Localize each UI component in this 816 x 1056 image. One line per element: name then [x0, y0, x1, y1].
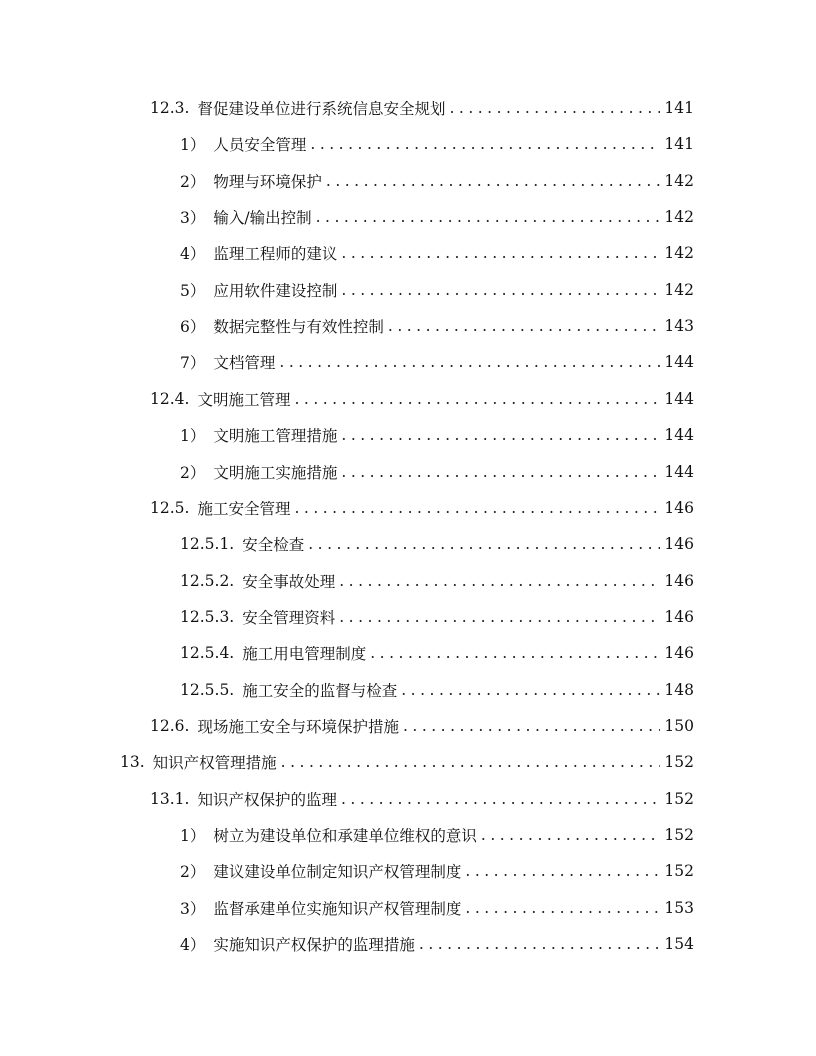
dot-leader	[341, 244, 660, 262]
toc-entry-title: 数据完整性与有效性控制	[213, 318, 384, 337]
toc-entry-title: 实施知识产权保护的监理措施	[213, 936, 415, 955]
toc-entry-page: 146	[664, 571, 694, 590]
toc-entry-number: 13.1.	[150, 789, 190, 808]
toc-entry-number: 7）	[180, 354, 206, 373]
toc-entry-page: 146	[664, 607, 694, 626]
toc-entry-page: 143	[664, 317, 694, 336]
toc-entry-title: 人员安全管理	[213, 136, 307, 155]
dot-leader	[341, 281, 660, 299]
dot-leader	[294, 499, 660, 517]
dot-leader	[449, 99, 660, 117]
toc-entry-page: 144	[664, 389, 694, 408]
toc-entry[interactable]	[150, 90, 694, 126]
toc-entry-title: 树立为建设单位和承建单位维权的意识	[213, 827, 477, 845]
dot-leader	[465, 862, 660, 880]
toc-entry[interactable]	[180, 926, 694, 962]
toc-entry-page: 152	[664, 862, 694, 881]
toc-entry-page: 152	[664, 789, 694, 808]
dot-leader	[341, 426, 660, 444]
dot-leader	[341, 790, 660, 808]
toc-entry[interactable]	[180, 454, 694, 490]
dot-leader	[401, 681, 660, 699]
toc-entry-number: 12.5.	[150, 498, 190, 517]
toc-entry-number: 4）	[180, 936, 206, 955]
toc-entry-title: 文明施工管理措施	[213, 427, 338, 446]
toc-entry[interactable]	[180, 890, 694, 926]
toc-entry-number: 12.4.	[150, 389, 190, 408]
dot-leader	[403, 717, 660, 735]
toc-entry-number: 12.3.	[150, 99, 190, 117]
toc-entry[interactable]	[180, 817, 694, 853]
toc-entry-page: 146	[664, 644, 694, 663]
toc-entry[interactable]	[180, 635, 694, 671]
dot-leader	[339, 572, 660, 590]
dot-leader	[481, 826, 661, 844]
toc-entry-title: 现场施工安全与环境保护措施	[197, 717, 399, 736]
toc-entry-title: 应用软件建设控制	[213, 281, 338, 300]
dot-leader	[308, 535, 660, 553]
toc-entry-number: 1）	[180, 427, 206, 446]
toc-entry-title: 监督承建单位实施知识产权管理制度	[213, 899, 462, 918]
toc-entry-title: 施工用电管理制度	[242, 645, 367, 664]
toc-entry-number: 12.5.4.	[180, 644, 235, 663]
toc-entry-page: 146	[664, 535, 694, 554]
toc-entry-title: 监理工程师的建议	[213, 245, 338, 264]
toc-entry-title: 知识产权保护的监理	[197, 790, 337, 809]
toc-entry-page: 142	[664, 244, 694, 263]
dot-leader	[281, 753, 661, 771]
dot-leader	[465, 899, 660, 917]
toc-entry-number: 5）	[180, 281, 206, 300]
dot-leader	[419, 935, 661, 953]
toc-entry[interactable]	[180, 126, 694, 162]
toc-entry-number: 12.5.5.	[180, 680, 235, 699]
toc-entry[interactable]	[150, 781, 694, 817]
toc-entry-page: 142	[664, 208, 694, 227]
toc-entry-number: 12.5.1.	[180, 535, 235, 554]
toc-entry[interactable]	[180, 853, 694, 889]
toc-entry-title: 输入/输出控制	[213, 209, 312, 228]
toc-entry-number: 6）	[180, 318, 206, 337]
toc-entry-page: 146	[664, 498, 694, 517]
toc-entry-title: 施工安全管理	[197, 499, 291, 518]
toc-entry-number: 2）	[180, 863, 206, 882]
toc-entry-title: 知识产权管理措施	[152, 754, 277, 773]
toc-entry[interactable]	[150, 381, 694, 417]
toc-entry-title: 文明施工实施措施	[213, 463, 338, 482]
toc-entry-number: 4）	[180, 245, 206, 264]
toc-entry-page: 154	[664, 935, 694, 954]
toc-entry-title: 建议建设单位制定知识产权管理制度	[213, 863, 462, 882]
toc-entry[interactable]	[180, 272, 694, 308]
toc-entry[interactable]	[180, 599, 694, 635]
toc-entry[interactable]	[180, 163, 694, 199]
toc-entry[interactable]	[180, 199, 694, 235]
toc-entry-page: 152	[664, 826, 694, 844]
toc-entry-page: 142	[664, 171, 694, 190]
toc-entry-number: 2）	[180, 463, 206, 482]
toc-entry-title: 文明施工管理	[197, 390, 291, 409]
toc-entry-title: 文档管理	[213, 354, 276, 373]
toc-entry[interactable]	[180, 308, 694, 344]
toc-entry-number: 1）	[180, 827, 206, 845]
toc-entry-page: 144	[664, 353, 694, 372]
toc-entry-page: 141	[664, 99, 694, 117]
toc-entry-page: 144	[664, 426, 694, 445]
toc-entry[interactable]	[150, 490, 694, 526]
toc-entry-page: 150	[664, 716, 694, 735]
toc-entry-page: 142	[664, 280, 694, 299]
toc-entry-number: 1）	[180, 136, 206, 155]
toc-entry-title: 安全管理资料	[242, 608, 336, 627]
dot-leader	[310, 135, 660, 153]
toc-entry-number: 12.5.3.	[180, 607, 235, 626]
toc-entry[interactable]	[180, 235, 694, 271]
dot-leader	[339, 608, 660, 626]
toc-entry-title: 物理与环境保护	[213, 172, 322, 191]
toc-entry-page: 144	[664, 462, 694, 481]
dot-leader	[279, 353, 660, 371]
toc-entry-number: 12.6.	[150, 716, 190, 735]
toc-entry-page: 141	[664, 135, 694, 154]
dot-leader	[326, 172, 661, 190]
toc-entry-title: 安全检查	[242, 536, 305, 555]
toc-entry-page: 153	[664, 898, 694, 917]
toc-entry-page: 152	[664, 753, 694, 772]
toc-entry[interactable]	[180, 344, 694, 380]
toc-entry-number: 2）	[180, 172, 206, 191]
toc-entry[interactable]	[150, 708, 694, 744]
toc-entry-number: 3）	[180, 899, 206, 918]
toc-entry[interactable]	[180, 563, 694, 599]
toc-entry-title: 督促建设单位进行系统信息安全规划	[197, 100, 446, 118]
dot-leader	[388, 317, 661, 335]
dot-leader	[370, 644, 660, 662]
toc-entry[interactable]	[180, 672, 694, 708]
toc-entry[interactable]	[120, 744, 694, 780]
toc-entry-title: 安全事故处理	[242, 572, 336, 591]
dot-leader	[341, 463, 660, 481]
toc-entry-title: 施工安全的监督与检查	[242, 681, 398, 700]
dot-leader	[294, 390, 660, 408]
toc-entry[interactable]	[180, 526, 694, 562]
toc-entry-number: 3）	[180, 209, 206, 228]
dot-leader	[316, 208, 661, 226]
toc-entry-number: 12.5.2.	[180, 571, 235, 590]
toc-entry[interactable]	[180, 417, 694, 453]
toc-entry-page: 148	[664, 680, 694, 699]
toc-entry-number: 13.	[120, 753, 145, 772]
